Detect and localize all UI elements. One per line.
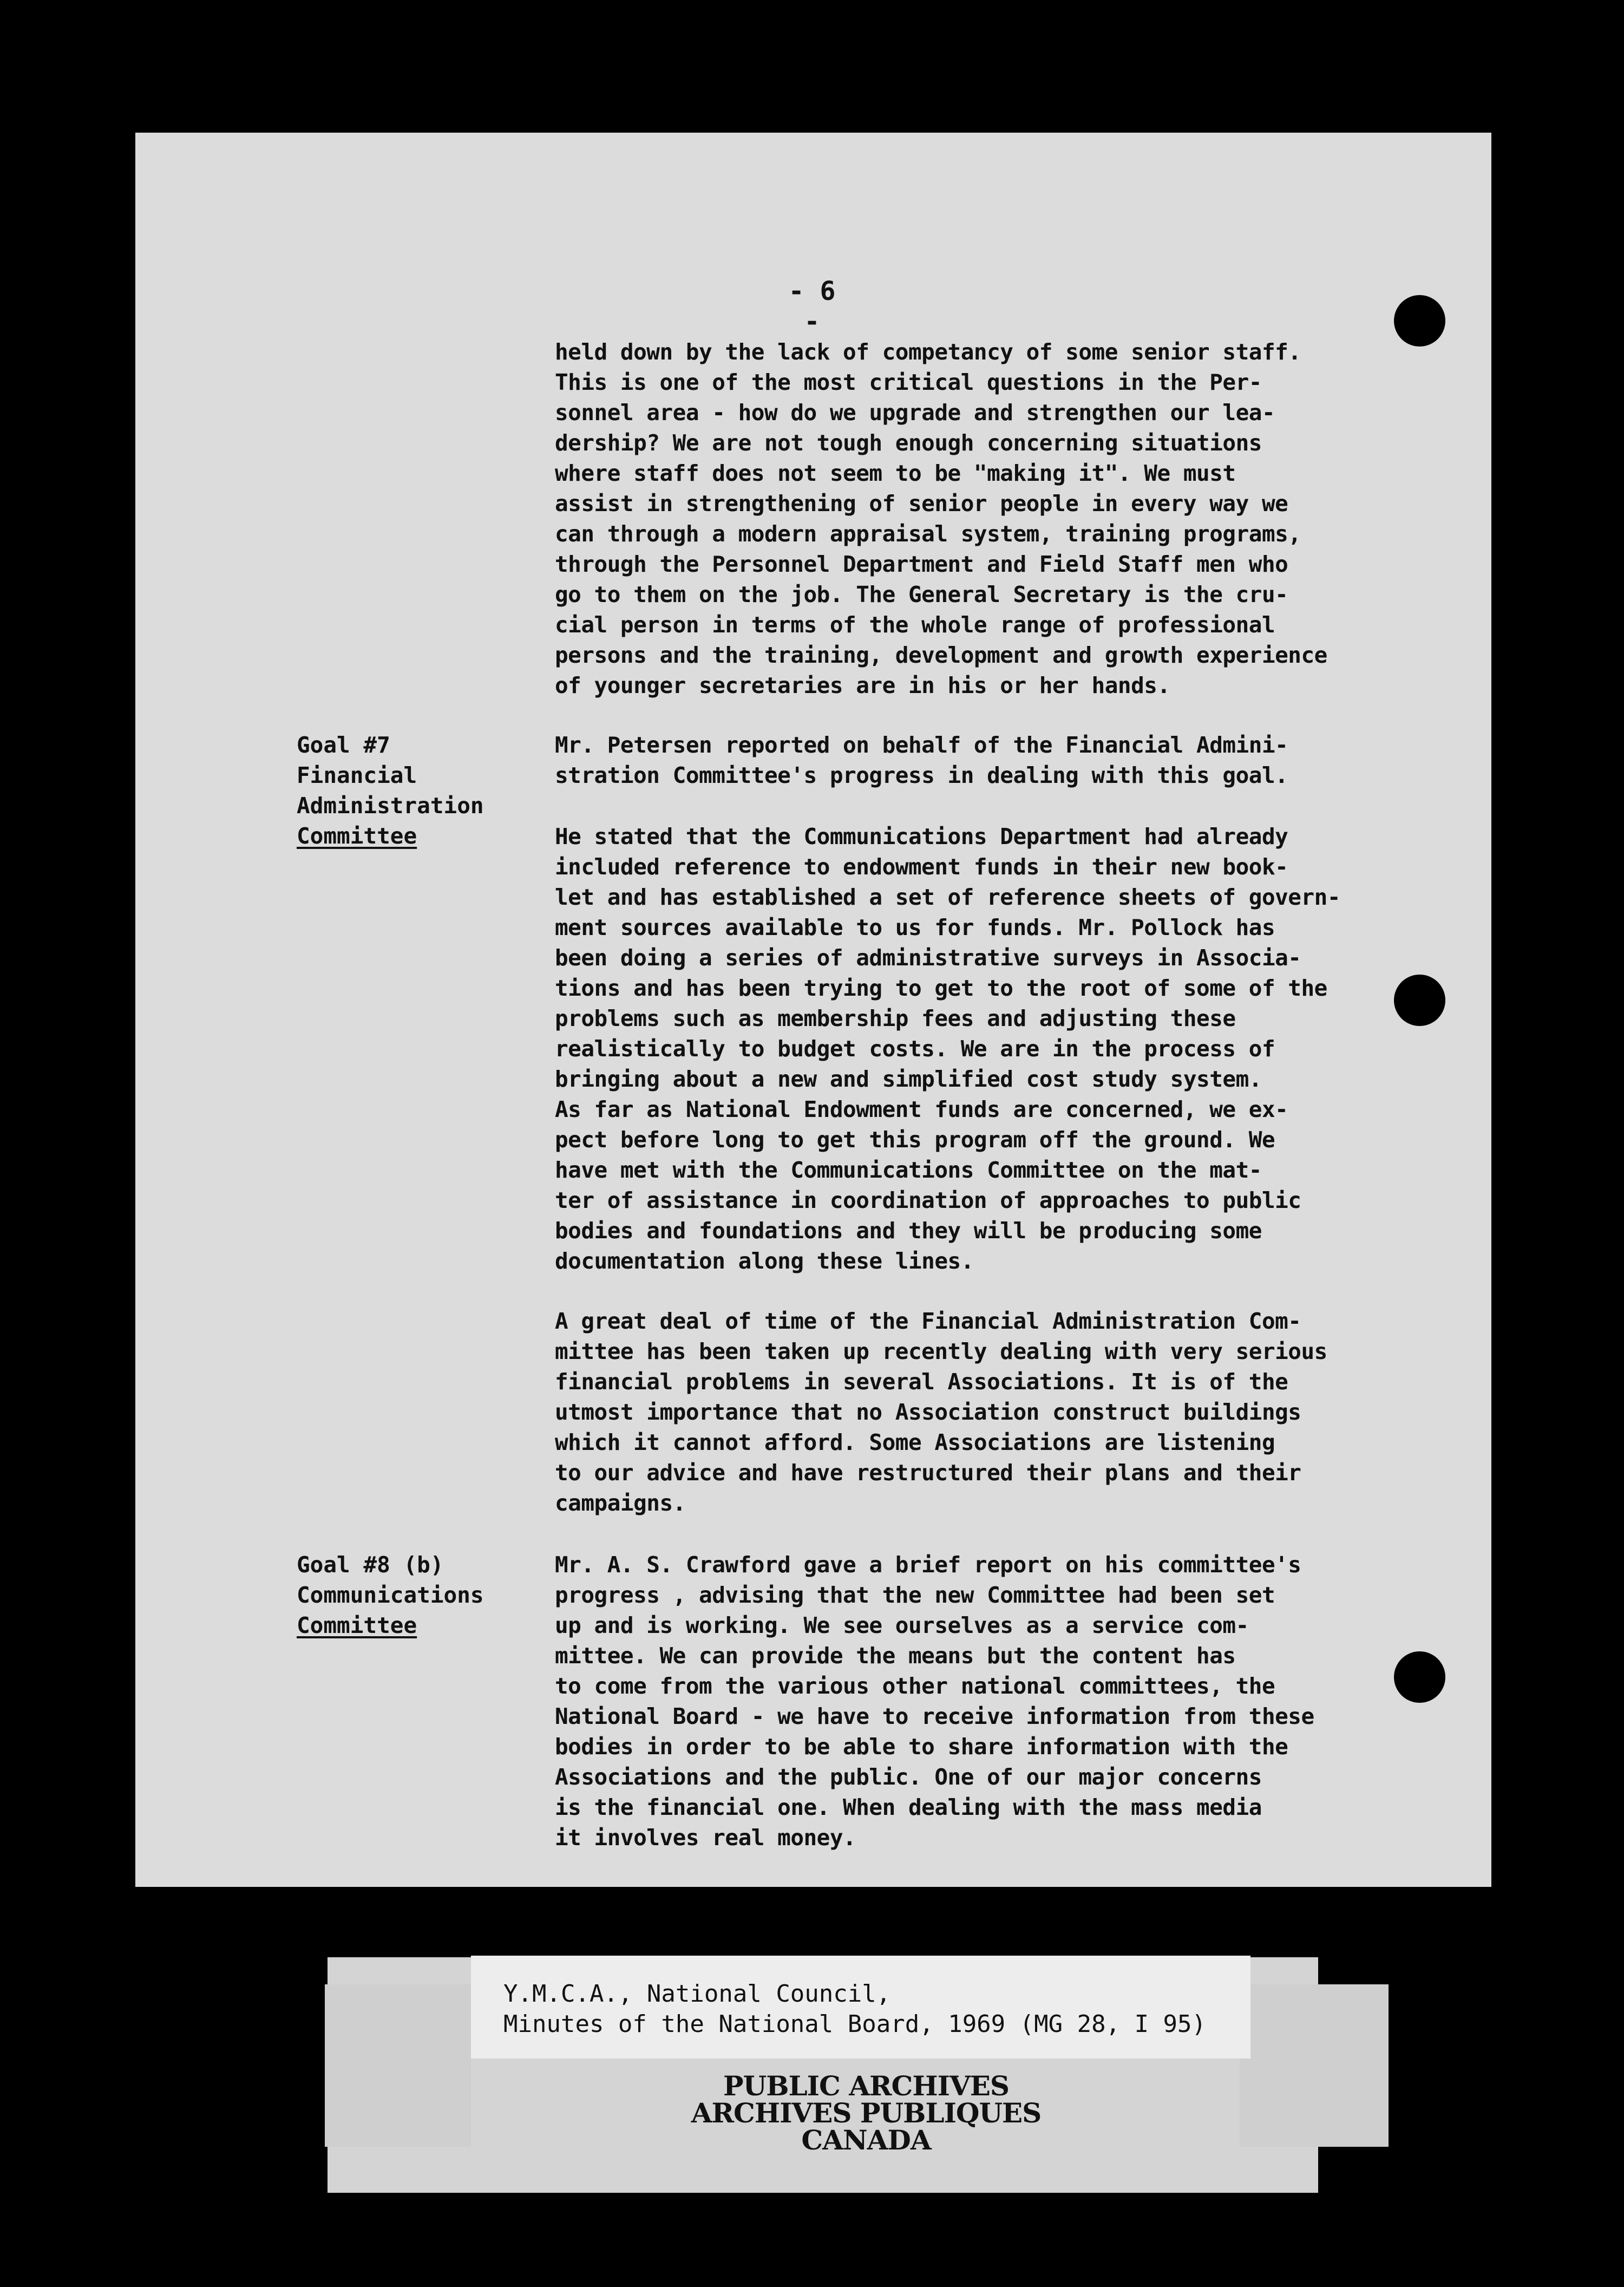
text-line: Associations and the public. One of our major concerns xyxy=(555,1764,1262,1790)
goal-7-paragraph-3 xyxy=(555,1306,1399,1518)
goal-7-label-line: Financial xyxy=(297,762,417,788)
text-line: cial person in terms of the whole range of professional xyxy=(555,612,1275,638)
text-line: of younger secretaries are in his or her hands. xyxy=(555,672,1170,698)
goal-7-label xyxy=(297,730,484,851)
text-line: stration Committee's progress in dealing with this goal. xyxy=(555,762,1288,788)
archives-stamp-line: ARCHIVES PUBLIQUES xyxy=(691,2097,1042,2129)
goal-7-paragraph-2 xyxy=(555,821,1399,1276)
text-line: bodies in order to be able to share information with the xyxy=(555,1734,1288,1760)
goal-8-label-line: Communications xyxy=(297,1582,484,1608)
text-line: sonnel area - how do we upgrade and strengthen our lea- xyxy=(555,400,1275,426)
text-line: Mr. Petersen reported on behalf of the Financial Admini- xyxy=(555,732,1288,758)
text-line: problems such as membership fees and adjusting these xyxy=(555,1005,1236,1031)
punch-hole-top xyxy=(1394,295,1445,347)
text-line: is the financial one. When dealing with the mass media xyxy=(555,1794,1262,1820)
text-line: This is one of the most critical questions in the Per- xyxy=(555,369,1262,395)
text-line: Mr. A. S. Crawford gave a brief report on his committee's xyxy=(555,1552,1301,1578)
text-line: bodies and foundations and they will be producing some xyxy=(555,1218,1262,1244)
archives-stamp-line: PUBLIC ARCHIVES xyxy=(723,2070,1009,2102)
goal-7-label-line: Administration xyxy=(297,793,484,819)
opening-paragraph xyxy=(555,337,1399,701)
citation-line: Minutes of the National Board, 1969 (MG 28, I 95) xyxy=(503,2010,1207,2038)
punch-hole-bottom xyxy=(1394,1651,1445,1703)
goal-8-label-line: Committee xyxy=(297,1612,417,1638)
goal-8-paragraph-1 xyxy=(555,1550,1399,1853)
text-line: financial problems in several Associations. It is of the xyxy=(555,1369,1288,1395)
goal-8-title: Goal #8 (b) xyxy=(297,1552,444,1578)
text-line: pect before long to get this program off the ground. We xyxy=(555,1127,1275,1153)
text-line: it involves real money. xyxy=(555,1825,856,1851)
text-line: campaigns. xyxy=(555,1490,686,1516)
text-line: mittee. We can provide the means but the content has xyxy=(555,1643,1236,1669)
text-line: As far as National Endowment funds are concerned, we ex- xyxy=(555,1096,1288,1122)
text-line: up and is working. We see ourselves as a service com- xyxy=(555,1612,1249,1638)
page-number: - 6 - xyxy=(788,276,836,337)
text-line: let and has established a set of reference sheets of govern- xyxy=(555,884,1341,910)
text-line: National Board - we have to receive information from these xyxy=(555,1703,1314,1729)
punch-hole-middle xyxy=(1394,975,1445,1026)
text-line: through the Personnel Department and Field Staff men who xyxy=(555,551,1288,577)
goal-8-label xyxy=(297,1550,484,1641)
archives-stamp xyxy=(595,2070,1137,2156)
goal-7-label-line: Committee xyxy=(297,823,417,849)
text-line: can through a modern appraisal system, training programs, xyxy=(555,521,1301,547)
text-line: A great deal of time of the Financial Administration Com- xyxy=(555,1308,1301,1334)
text-line: utmost importance that no Association construct buildings xyxy=(555,1399,1301,1425)
text-line: which it cannot afford. Some Associations are listening xyxy=(555,1429,1275,1455)
text-line: bringing about a new and simplified cost study system. xyxy=(555,1066,1262,1092)
text-line: realistically to budget costs. We are in the process of xyxy=(555,1036,1275,1062)
citation-text xyxy=(503,1979,1206,2040)
text-line: He stated that the Communications Department had already xyxy=(555,824,1288,850)
text-line: tions and has been trying to get to the root of some of the xyxy=(555,975,1327,1001)
text-line: to our advice and have restructured their plans and their xyxy=(555,1460,1301,1486)
text-line: persons and the training, development and growth experience xyxy=(555,642,1327,668)
text-line: included reference to endowment funds in their new book- xyxy=(555,854,1288,880)
archive-label-tab-right xyxy=(1240,1984,1389,2147)
text-line: have met with the Communications Committee on the mat- xyxy=(555,1157,1262,1183)
goal-7-title: Goal #7 xyxy=(297,732,390,758)
text-line: documentation along these lines. xyxy=(555,1248,974,1274)
text-line: been doing a series of administrative surveys in Associa- xyxy=(555,945,1301,971)
text-line: ment sources available to us for funds. Mr. Pollock has xyxy=(555,914,1275,940)
text-line: progress , advising that the new Committee had been set xyxy=(555,1582,1275,1608)
text-line: dership? We are not tough enough concerning situations xyxy=(555,430,1262,456)
citation-line: Y.M.C.A., National Council, xyxy=(503,1980,891,2008)
text-line: go to them on the job. The General Secretary is the cru- xyxy=(555,581,1288,607)
text-line: held down by the lack of competancy of some senior staff. xyxy=(555,339,1301,365)
text-line: mittee has been taken up recently dealing with very serious xyxy=(555,1338,1327,1364)
text-line: where staff does not seem to be "making it". We must xyxy=(555,460,1236,486)
text-line: assist in strengthening of senior people in every way we xyxy=(555,491,1288,517)
goal-7-paragraph-1 xyxy=(555,730,1399,790)
archives-stamp-line: CANADA xyxy=(801,2124,931,2156)
text-line: ter of assistance in coordination of approaches to public xyxy=(555,1187,1301,1213)
text-line: to come from the various other national committees, the xyxy=(555,1673,1275,1699)
archive-label-tab-left xyxy=(325,1984,471,2147)
